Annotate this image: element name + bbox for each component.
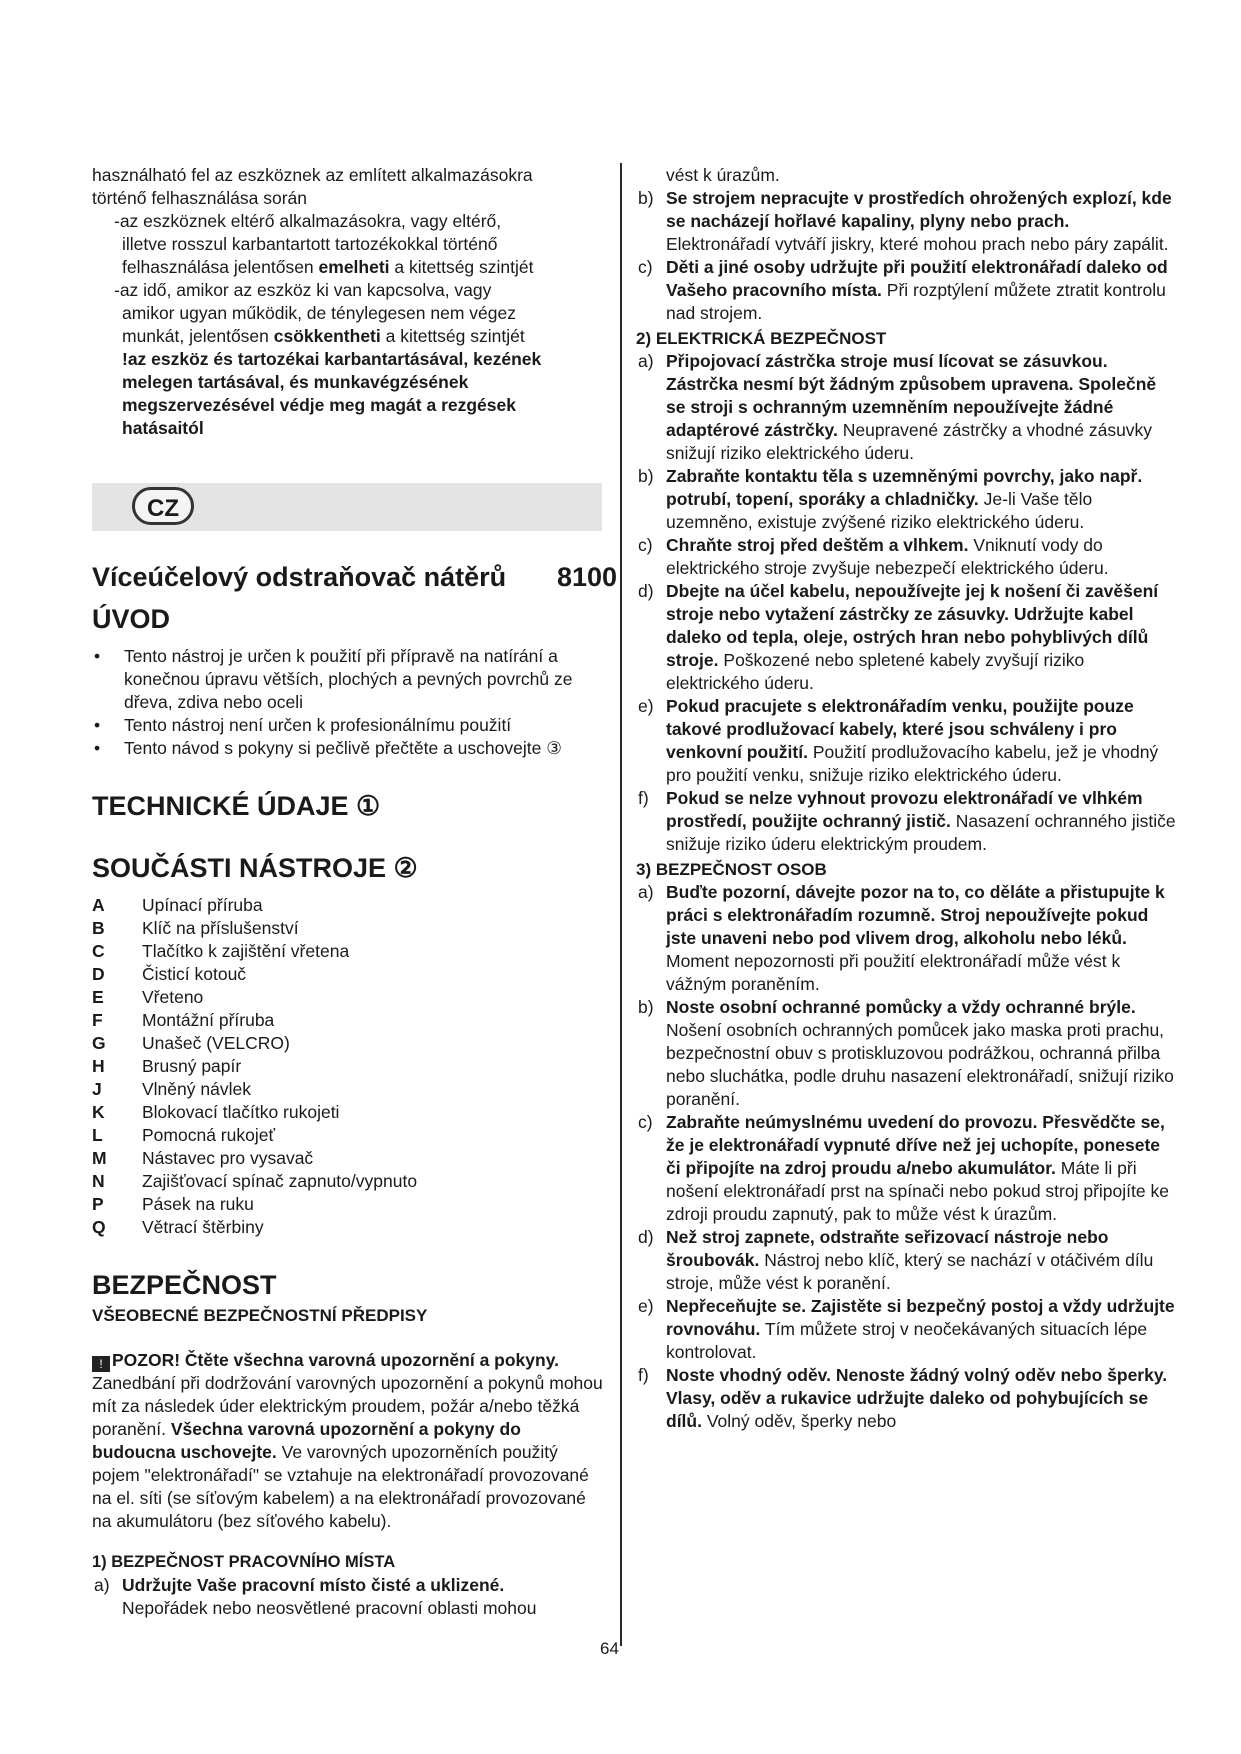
part-name: Unašeč (VELCRO) <box>142 1033 290 1053</box>
part-name: Zajišťovací spínač zapnuto/vypnuto <box>142 1171 418 1191</box>
hungarian-section <box>92 164 604 440</box>
hu-dash-line: amikor ugyan működik, de ténylegesen nem végez <box>122 303 516 323</box>
tech-data-heading: TECHNICKÉ ÚDAJE ① <box>92 791 381 821</box>
part-name: Pásek na ruku <box>142 1194 254 1214</box>
safety-item: f) Pokud se nelze vyhnout provozu elektronářadí ve vlhkém prostředí, použijte ochranný jistič. Nasazení ochranného jističe snižuje riziko úderu elektrickým proudem. <box>638 788 1176 854</box>
part-name: Blokovací tlačítko rukojeti <box>142 1102 340 1122</box>
list-item: • Tento nástroj je určen k použití při přípravě na natírání a konečnou úpravu větších, plochých a pevných povrchů ze dřeva, zdiva nebo oceli <box>92 645 604 714</box>
left-column <box>92 164 618 1620</box>
hu-line: történő felhasználása során <box>92 188 307 208</box>
part-letter: G <box>92 1033 106 1053</box>
safety-item: c) Děti a jiné osoby udržujte při použití elektronářadí daleko od Vašeho pracovního místa. Při rozptýlení můžete ztratit kontrolu nad strojem. <box>638 257 1168 323</box>
part-name: Větrací štěrbiny <box>142 1217 264 1237</box>
hu-bold-line: megszervezésével védje meg magát a rezgések <box>122 395 516 415</box>
parts-row <box>92 963 604 986</box>
parts-row <box>92 917 604 940</box>
part-name: Tlačítko k zajištění vřetena <box>142 941 350 961</box>
part-name: Montážní příruba <box>142 1010 275 1030</box>
model-number: 8100 <box>557 562 618 592</box>
product-title <box>92 561 618 593</box>
part-letter: C <box>92 941 105 961</box>
part-letter: A <box>92 895 105 915</box>
section-2-heading: 2) ELEKTRICKÁ BEZPEČNOST <box>636 329 887 348</box>
safety-item: a) Buďte pozorní, dávejte pozor na to, co děláte a přistupujte k práci s elektronářadím rozumně. Stroj nepoužívejte pokud jste unaveni nebo pod vlivem drog, alkoholu nebo léků. Moment nepozornosti při použití elektronářadí může vést k vážným poraněním. <box>638 882 1165 994</box>
parts-row <box>92 1009 604 1032</box>
right-column <box>636 164 1176 1433</box>
warning-icon: ! <box>92 1356 110 1372</box>
column-divider <box>620 163 622 1646</box>
part-letter: D <box>92 964 105 984</box>
part-letter: E <box>92 987 104 1007</box>
intro-heading: ÚVOD <box>92 604 171 634</box>
parts-row <box>92 1055 604 1078</box>
part-name: Vlněný návlek <box>142 1079 251 1099</box>
safety-item: a) Připojovací zástrčka stroje musí lícovat se zásuvkou. Zástrčka nesmí být žádným způsobem upravena. Společně se stroji s ochranným uzemněním nepoužívejte žádné adaptérové zástrčky. Neupravené zástrčky a vhodné zásuvky snižují riziko elektrického úderu. <box>638 351 1157 463</box>
hu-dash-line: illetve rosszul karbantartott tartozékokkal történő <box>122 234 498 254</box>
product-name: Víceúčelový odstraňovač nátěrů <box>92 562 507 592</box>
safety-item: d) Dbejte na účel kabelu, nepoužívejte jej k nošení či zavěšení stroje nebo vytažení zástrčky ze zásuvky. Udržujte kabel daleko od tepla, oleje, ostrých hran nebo pohyblivých dílů stroje. Poškozené nebo spletené kabely zvyšují riziko elektrického úderu. <box>638 581 1159 693</box>
safety-item: e) Pokud pracujete s elektronářadím venku, použijte pouze takové prodlužovací kabely, které jsou schváleny i pro venkovní použití. Použití prodlužovacího kabelu, jež je vhodný pro použití venku, snižuje riziko elektrického úderu. <box>638 696 1159 785</box>
part-name: Vřeteno <box>142 987 204 1007</box>
part-name: Čisticí kotouč <box>142 964 247 984</box>
hu-line: használható fel az eszköznek az említett alkalmazásokra <box>92 165 533 185</box>
safety-items-3 <box>636 881 1176 1433</box>
parts-row <box>92 1101 604 1124</box>
safety-item: d) Než stroj zapnete, odstraňte seřizovací nástroje nebo šroubovák. Nástroj nebo klíč, který se nachází v otáčivém dílu stroje, může vést k poranění. <box>638 1227 1154 1293</box>
hu-dash-line: -az eszköznek eltérő alkalmazásokra, vagy eltérő, <box>114 211 502 231</box>
section-1-heading: 1) BEZPEČNOST PRACOVNÍHO MÍSTA <box>92 1553 396 1571</box>
hu-bold-line: melegen tartásával, és munkavégzésének <box>122 372 469 392</box>
part-name: Nástavec pro vysavač <box>142 1148 314 1168</box>
part-letter: N <box>92 1171 105 1191</box>
part-letter: P <box>92 1194 104 1214</box>
parts-row <box>92 894 604 917</box>
safety-items-1 <box>636 187 1176 325</box>
part-letter: K <box>92 1102 105 1122</box>
parts-row <box>92 1216 604 1239</box>
warning-paragraph: ! POZOR! Čtěte všechna varovná upozornění a pokyny. Zanedbání při dodržování varovných upozornění a pokynů mohou mít za následek úder elektrickým proudem, požár a/nebo těžká poranění. Všechna varovná upozornění a pokyny do budoucna uschovejte. Ve varovných upozorněních použitý pojem "elektronářadí" se vztahuje na elektronářadí provozované na el. síti (se síťovým kabelem) a na elektronářadí provozované na akumulátoru (bez síťového kabelu). <box>92 1350 603 1531</box>
safety-subheading: VŠEOBECNÉ BEZPEČNOSTNÍ PŘEDPISY <box>92 1306 428 1325</box>
parts-row <box>92 1124 604 1147</box>
safety-item: b) Zabraňte kontaktu těla s uzemněnými povrchy, jako např. potrubí, topení, sporáky a chladničky. Je-li Vaše tělo uzemněno, existuje zvýšené riziko elektrického úderu. <box>638 466 1143 532</box>
safety-heading: BEZPEČNOST <box>92 1270 277 1300</box>
part-letter: H <box>92 1056 105 1076</box>
part-letter: F <box>92 1010 103 1030</box>
safety-item: b) Se strojem nepracujte v prostředích ohrožených explozí, kde se nacházejí hořlavé kapaliny, plyny nebo prach. Elektronářadí vytváří jiskry, které mohou prach nebo páry zapálit. <box>638 188 1172 254</box>
safety-items-2 <box>636 350 1176 856</box>
parts-row <box>92 1032 604 1055</box>
part-name: Pomocná rukojeť <box>142 1125 276 1145</box>
part-name: Upínací příruba <box>142 895 263 915</box>
page-number: 64 <box>600 1639 619 1658</box>
language-banner <box>92 483 602 531</box>
hu-dash-line: -az idő, amikor az eszköz ki van kapcsolva, vagy <box>114 280 492 300</box>
intro-list <box>92 645 604 760</box>
part-letter: L <box>92 1125 103 1145</box>
part-name: Brusný papír <box>142 1056 242 1076</box>
section-3-heading: 3) BEZPEČNOST OSOB <box>636 860 827 879</box>
safety-item: a) Udržujte Vaše pracovní místo čisté a uklizené. Nepořádek nebo neosvětlené pracovní oblasti mohou <box>94 1575 537 1618</box>
parts-row <box>92 940 604 963</box>
hu-dash-line: felhasználása jelentősen emelheti a kitettség szintjét <box>122 257 534 277</box>
safety-item: b) Noste osobní ochranné pomůcky a vždy ochranné brýle. Nošení osobních ochranných pomůcek jako maska proti prachu, bezpečnostní obuv s protiskluzovou podrážkou, ochranná přilba nebo sluchátka, podle druhu nasazení elektronářadí, snižují riziko poranění. <box>638 997 1174 1109</box>
hu-bold-line: hatásaitól <box>122 418 204 438</box>
part-letter: B <box>92 918 105 938</box>
parts-heading: SOUČÁSTI NÁSTROJE ② <box>92 853 418 883</box>
parts-row <box>92 1170 604 1193</box>
parts-row <box>92 1147 604 1170</box>
safety-item: c) Zabraňte neúmyslnému uvedení do provozu. Přesvědčte se, že je elektronářadí vypnuté dříve než jej uchopíte, ponesete či připojíte na zdroj proudu a/nebo akumulátor. Máte li při nošení elektronářadí prst na spínači nebo pokud stroj připojíte ke zdroji proudu zapnutý, pak to může vést k úrazům. <box>638 1112 1169 1224</box>
hu-dash-line: munkát, jelentősen csökkentheti a kitettség szintjét <box>122 326 525 346</box>
part-name: Klíč na příslušenství <box>142 918 299 938</box>
hu-bold-line: !az eszköz és tartozékai karbantartásával, kezének <box>122 349 542 369</box>
part-letter: J <box>92 1079 102 1099</box>
part-letter: Q <box>92 1217 106 1237</box>
parts-row <box>92 1078 604 1101</box>
parts-list <box>92 894 604 1239</box>
safety-item: c) Chraňte stroj před deštěm a vlhkem. Vniknutí vody do elektrického stroje zvyšuje nebezpečí elektrického úderu. <box>638 535 1109 578</box>
cz-badge-icon: CZ <box>132 487 194 525</box>
safety-item: f) Noste vhodný oděv. Nenoste žádný volný oděv nebo šperky. Vlasy, oděv a rukavice udržujte daleko od pohybujících se dílů. Volný oděv, šperky nebo <box>638 1365 1168 1431</box>
safety-item: e) Nepřeceňujte se. Zajistěte si bezpečný postoj a vždy udržujte rovnováhu. Tím můžete stroj v neočekávaných situacích lépe kontrolovat. <box>638 1296 1175 1362</box>
list-item: • Tento návod s pokyny si pečlivě přečtěte a uschovejte ③ <box>92 737 604 760</box>
parts-row <box>92 1193 604 1216</box>
continued-text: vést k úrazům. <box>666 165 780 185</box>
part-letter: M <box>92 1148 107 1168</box>
parts-row <box>92 986 604 1009</box>
list-item: • Tento nástroj není určen k profesionálnímu použití <box>92 714 604 737</box>
